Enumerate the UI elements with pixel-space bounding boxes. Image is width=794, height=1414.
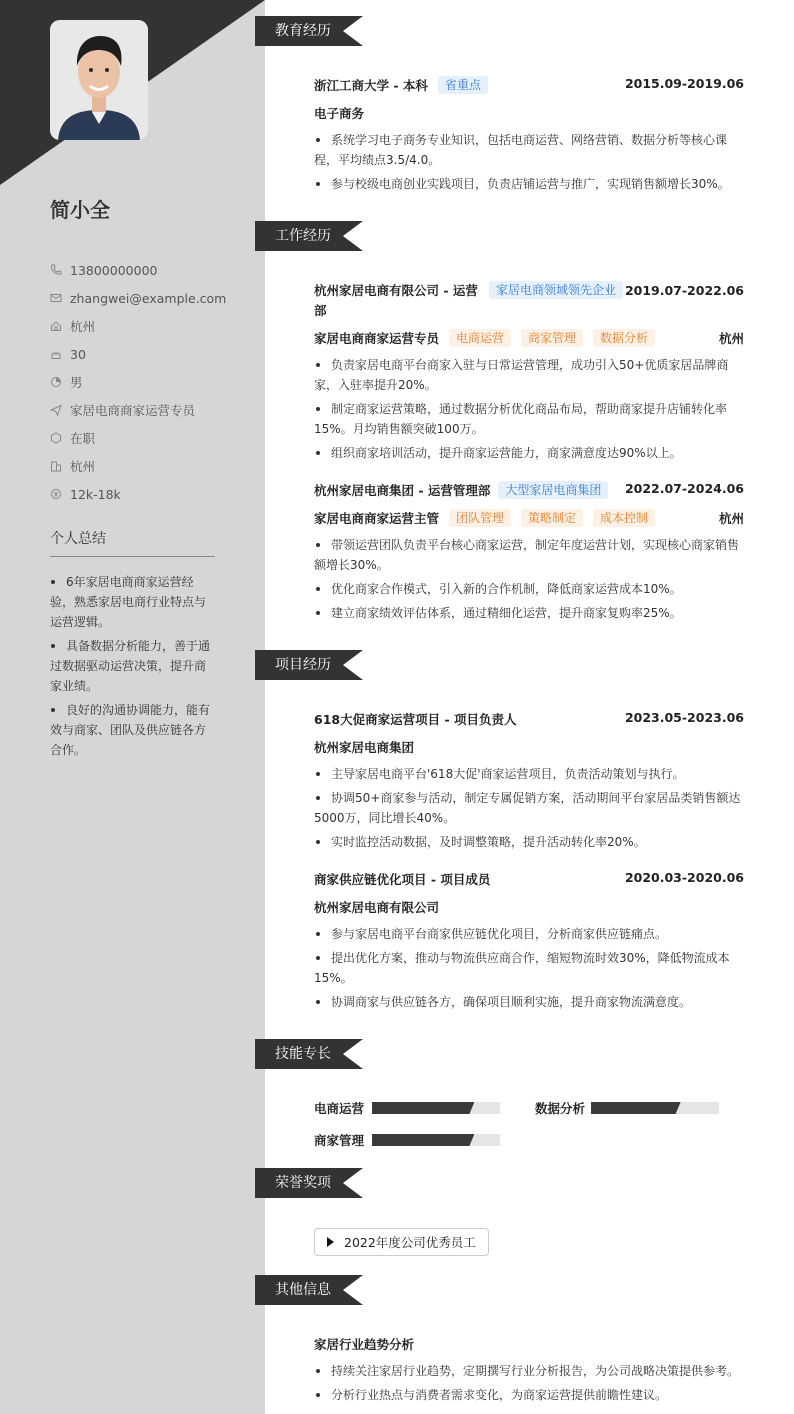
award-label: 2022年度公司优秀员工 [344,1235,476,1250]
section-title: 其他信息 [275,1282,331,1298]
info-hometown [50,312,220,340]
skill-name: 商家管理 [314,1133,365,1148]
project-header [314,870,744,888]
skill-level-fill [591,1102,681,1114]
school-tag-badge: 省重点 [438,76,488,94]
skill-name: 数据分析 [535,1101,586,1116]
company-tag-badge: 家居电商领域领先企业 [489,281,623,299]
project-date: 2020.03-2020.06 [624,870,744,885]
avatar [50,20,148,140]
summary-item: 良好的沟通协调能力，能有效与商家、团队及供应链各方合作。 [50,700,215,760]
info-email [50,284,227,312]
list-item: 带领运营团队负责平台核心商家运营，制定年度运营计划，实现核心商家销售额增长30%。 [314,535,744,575]
list-item: 参与校级电商创业实践项目，负责店铺运营与推广，实现销售额增长30%。 [314,174,744,194]
skill-level-bar [591,1102,719,1114]
education-bullets [314,130,744,198]
project-org: 杭州家居电商有限公司 [314,900,440,915]
age-icon [50,348,62,360]
skill-tag-badge: 策略制定 [521,509,583,527]
skill-level-fill [372,1134,474,1146]
city-icon [50,460,62,472]
list-item: 组织商家培训活动，提升商家运营能力，商家满意度达90%以上。 [314,443,744,463]
other-header [314,1335,744,1353]
section-header-projects [255,650,363,680]
section-title: 技能专长 [275,1046,331,1062]
list-item: 提出优化方案，推动与物流供应商合作，缩短物流时效30%，降低物流成本15%。 [314,948,744,988]
work-date: 2019.07-2022.06 [624,283,744,298]
skill-tag-badge: 成本控制 [593,509,655,527]
award-item[interactable] [314,1228,489,1256]
summary-item: 6年家居电商商家运营经验，熟悉家居电商行业特点与运营逻辑。 [50,572,215,632]
section-header-other [255,1275,363,1305]
contact-info-list [50,256,227,508]
section-title: 项目经历 [275,657,331,673]
list-item: 建立商家绩效评估体系，通过精细化运营，提升商家复购率25%。 [314,603,744,623]
school-name: 浙江工商大学 - 本科 [314,78,428,93]
skill-tag-badge: 商家管理 [521,329,583,347]
list-item: 分析行业热点与消费者需求变化，为商家运营提供前瞻性建议。 [314,1385,744,1405]
info-position-text: 家居电商商家运营专员 [70,403,196,418]
position-icon [50,404,62,416]
info-phone [50,256,220,284]
salary-icon [50,488,62,500]
work-city: 杭州 [718,331,744,346]
avatar-portrait [50,20,148,140]
phone-icon [50,264,62,276]
work-role-row [314,509,744,527]
info-status [50,424,220,452]
list-item: 制定商家运营策略，通过数据分析优化商品布局，帮助商家提升店铺转化率15%。月均销售额突破100万。 [314,399,744,439]
info-salary [50,480,220,508]
list-item: 持续关注家居行业趋势，定期撰写行业分析报告，为公司战略决策提供参考。 [314,1361,744,1381]
other-bullets [314,1361,744,1409]
skill-tag-badge: 电商运营 [449,329,511,347]
education-major: 电子商务 [314,106,365,121]
play-triangle-icon [327,1237,334,1247]
work-header [314,281,744,321]
company-name: 杭州家居电商集团 - 运营管理部 [314,483,491,498]
project-title: 商家供应链优化项目 - 项目成员 [314,872,491,887]
info-city [50,452,220,480]
gender-icon [50,376,62,388]
section-header-skills [255,1039,363,1069]
company-tag-badge: 大型家居电商集团 [498,481,608,499]
section-header-work [255,221,363,251]
mail-icon [50,292,62,304]
list-item: 协调商家与供应链各方，确保项目顺利实施，提升商家物流满意度。 [314,992,744,1012]
skill-name: 电商运营 [314,1101,365,1116]
list-item: 优化商家合作模式，引入新的合作机制，降低商家运营成本10%。 [314,579,744,599]
info-hometown-text: 杭州 [70,319,96,334]
section-title: 教育经历 [275,23,331,39]
skill-level-fill [372,1102,474,1114]
work-role: 家居电商商家运营主管 [314,511,440,526]
skill-tag-badge: 数据分析 [593,329,655,347]
list-item: 协调50+商家参与活动，制定专属促销方案，活动期间平台家居品类销售额达5000万，同比增长40%。 [314,788,744,828]
work-bullets [314,535,744,627]
section-title: 荣誉奖项 [275,1175,331,1191]
list-item: 系统学习电子商务专业知识，包括电商运营、网络营销、数据分析等核心课程，平均绩点3.5/4.0。 [314,130,744,170]
skill-item [314,1131,500,1149]
education-date: 2015.09-2019.06 [624,76,744,91]
skill-item [314,1099,500,1117]
info-gender [50,368,220,396]
work-city: 杭州 [718,511,744,526]
other-title: 家居行业趋势分析 [314,1337,415,1352]
info-city-text: 杭州 [70,459,96,474]
company-name: 杭州家居电商有限公司 - 运营部 [314,283,478,318]
project-bullets [314,764,744,856]
info-age-text: 30 [70,346,86,362]
list-item: 负责家居电商平台商家入驻与日常运营管理，成功引入50+优质家居品牌商家，入驻率提升20%。 [314,355,744,395]
skill-level-bar [372,1134,500,1146]
education-major-row [314,104,744,122]
section-header-awards [255,1168,363,1198]
home-icon [50,320,62,332]
skill-item [535,1099,719,1117]
education-header [314,76,744,94]
list-item: 参与家居电商平台商家供应链优化项目，分析商家供应链痛点。 [314,924,744,944]
project-org-row [314,738,744,756]
summary-item: 具备数据分析能力，善于通过数据驱动运营决策，提升商家业绩。 [50,636,215,696]
info-salary-text: 12k-18k [70,486,121,502]
work-date: 2022.07-2024.06 [624,481,744,496]
work-role-row [314,329,744,347]
summary-list [50,572,215,764]
summary-title: 个人总结 [50,528,215,557]
skill-level-bar [372,1102,500,1114]
sidebar [0,0,265,1414]
section-title: 工作经历 [275,228,331,244]
project-title: 618大促商家运营项目 - 项目负责人 [314,712,517,727]
info-phone-text: 13800000000 [70,262,158,278]
list-item: 实时监控活动数据，及时调整策略，提升活动转化率20%。 [314,832,744,852]
info-age [50,340,220,368]
project-bullets [314,924,744,1016]
info-status-text: 在职 [70,431,96,446]
skill-tag-badge: 团队管理 [449,509,511,527]
project-org: 杭州家居电商集团 [314,740,415,755]
section-header-education [255,16,363,46]
work-bullets [314,355,744,467]
candidate-name: 简小全 [50,198,110,222]
status-icon [50,432,62,444]
project-header [314,710,744,728]
work-header [314,481,744,499]
list-item: 主导家居电商平台'618大促'商家运营项目，负责活动策划与执行。 [314,764,744,784]
project-date: 2023.05-2023.06 [624,710,744,725]
project-org-row [314,898,744,916]
info-email-text: zhangwei@example.com [70,290,227,306]
info-position [50,396,220,424]
info-gender-text: 男 [70,375,83,390]
work-role: 家居电商商家运营专员 [314,331,440,346]
